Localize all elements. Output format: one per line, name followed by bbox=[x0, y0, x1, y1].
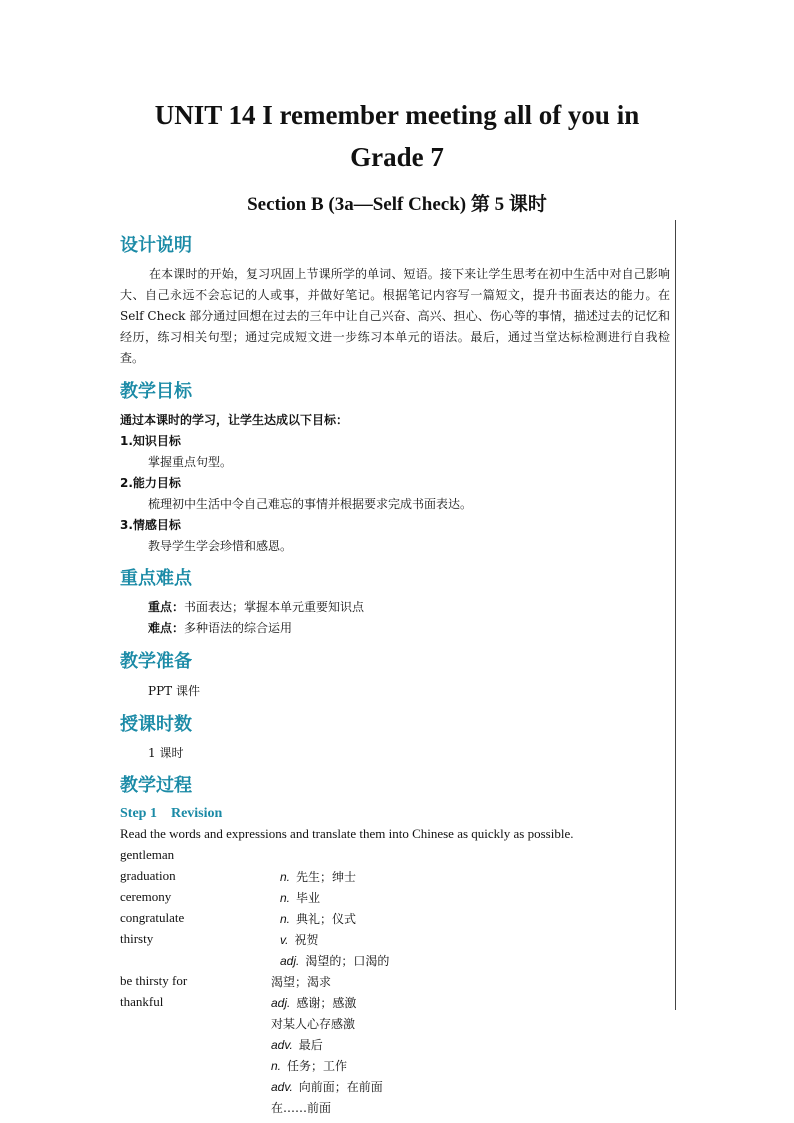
heading-process: 教学过程 bbox=[120, 775, 192, 796]
difficulty-label: 难点： bbox=[148, 621, 185, 635]
goal-2-text: 梳理初中生活中令自己难忘的事情并根据要求完成书面表达。 bbox=[148, 497, 473, 511]
goal-1-text: 掌握重点句型。 bbox=[148, 455, 233, 469]
answer-item bbox=[280, 952, 389, 969]
word-item: ceremony bbox=[120, 889, 172, 904]
heading-prep: 教学准备 bbox=[120, 651, 192, 672]
step-1-heading bbox=[120, 806, 236, 822]
answer-text: 毕业 bbox=[296, 891, 321, 905]
prep-text: PPT 课件 bbox=[148, 684, 200, 698]
word-item: thankful bbox=[120, 994, 164, 1009]
answer-item bbox=[271, 1015, 355, 1032]
title-line-2: Grade 7 bbox=[350, 142, 444, 172]
answer-text: 先生；绅士 bbox=[296, 870, 357, 884]
answer-item bbox=[271, 1036, 323, 1053]
focus-text: 书面表达；掌握本单元重要知识点 bbox=[184, 600, 365, 614]
answer-item bbox=[280, 868, 356, 885]
answer-text: 最后 bbox=[298, 1038, 323, 1052]
answer-text: 感谢；感激 bbox=[296, 996, 357, 1010]
margin-rule bbox=[675, 220, 676, 1010]
answer-text: 典礼；仪式 bbox=[296, 912, 357, 926]
answer-item bbox=[280, 889, 320, 906]
word-item: graduation bbox=[120, 868, 176, 883]
part-of-speech: n. bbox=[280, 870, 291, 884]
goal-3-text: 教导学生学会珍惜和感恩。 bbox=[148, 539, 293, 553]
design-paragraph: 在本课时的开始，复习巩固上节课所学的单词、短语。接下来让学生思考在初中生活中对自己影响大、自己永远不会忘记的人或事，并做好笔记。根据笔记内容写一篇短文，提升书面表达的能力。在 Self Check 部分通过回想在过去的三年中让自己兴奋、高兴、担心、伤心等的事情，描述过去的记忆和经历，练习相关句型；通过完成短文进一步练习本单元的语法。最后，通过当堂达标检测进行自我检查。 bbox=[120, 267, 670, 365]
answer-text: 在……前面 bbox=[271, 1101, 332, 1115]
hours-text: 1 课时 bbox=[148, 746, 184, 760]
difficulty-line bbox=[148, 619, 292, 636]
answer-item bbox=[271, 994, 356, 1011]
part-of-speech: n. bbox=[280, 891, 291, 905]
word-item: congratulate bbox=[120, 910, 185, 925]
answer-item bbox=[271, 1057, 347, 1074]
step-name: Revision bbox=[170, 806, 223, 821]
title-line-1: UNIT 14 I remember meeting all of you in bbox=[154, 100, 640, 130]
word-item: be thirsty for bbox=[120, 973, 188, 988]
subtitle: Section B (3a—Self Check) 第 5 课时 bbox=[247, 194, 547, 215]
goal-3-title: 3.情感目标 bbox=[120, 518, 181, 532]
answer-text: 渴望的；口渴的 bbox=[305, 954, 390, 968]
part-of-speech: v. bbox=[280, 933, 289, 947]
heading-design: 设计说明 bbox=[120, 235, 192, 256]
part-of-speech: n. bbox=[271, 1059, 282, 1073]
answer-text: 任务；工作 bbox=[287, 1059, 348, 1073]
answer-text: 向前面；在前面 bbox=[298, 1080, 383, 1094]
goal-2-title: 2.能力目标 bbox=[120, 476, 181, 490]
part-of-speech: adv. bbox=[271, 1038, 293, 1052]
answer-item bbox=[280, 931, 318, 948]
goal-1-title: 1.知识目标 bbox=[120, 434, 181, 448]
heading-hours: 授课时数 bbox=[120, 714, 192, 735]
focus-line bbox=[148, 598, 364, 615]
heading-goals: 教学目标 bbox=[120, 381, 192, 402]
goals-intro: 通过本课时的学习，让学生达成以下目标： bbox=[120, 413, 349, 427]
answer-item bbox=[271, 973, 331, 990]
step-instruction: Read the words and expressions and translate them into Chinese as quickly as possible. bbox=[120, 826, 574, 841]
difficulty-text: 多种语法的综合运用 bbox=[184, 621, 293, 635]
answer-text: 渴望；渴求 bbox=[271, 975, 332, 989]
heading-key: 重点难点 bbox=[120, 568, 192, 589]
part-of-speech: n. bbox=[280, 912, 291, 926]
answer-item bbox=[271, 1078, 383, 1095]
answer-item bbox=[280, 910, 356, 927]
step-label: Step 1 bbox=[120, 806, 157, 821]
focus-label: 重点： bbox=[148, 600, 185, 614]
word-item: thirsty bbox=[120, 931, 154, 946]
word-item: gentleman bbox=[120, 847, 175, 862]
answer-text: 祝贺 bbox=[294, 933, 319, 947]
part-of-speech: adv. bbox=[271, 1080, 293, 1094]
part-of-speech: adj. bbox=[271, 996, 291, 1010]
answer-item bbox=[271, 1099, 331, 1116]
part-of-speech: adj. bbox=[280, 954, 300, 968]
answer-text: 对某人心存感激 bbox=[271, 1017, 356, 1031]
